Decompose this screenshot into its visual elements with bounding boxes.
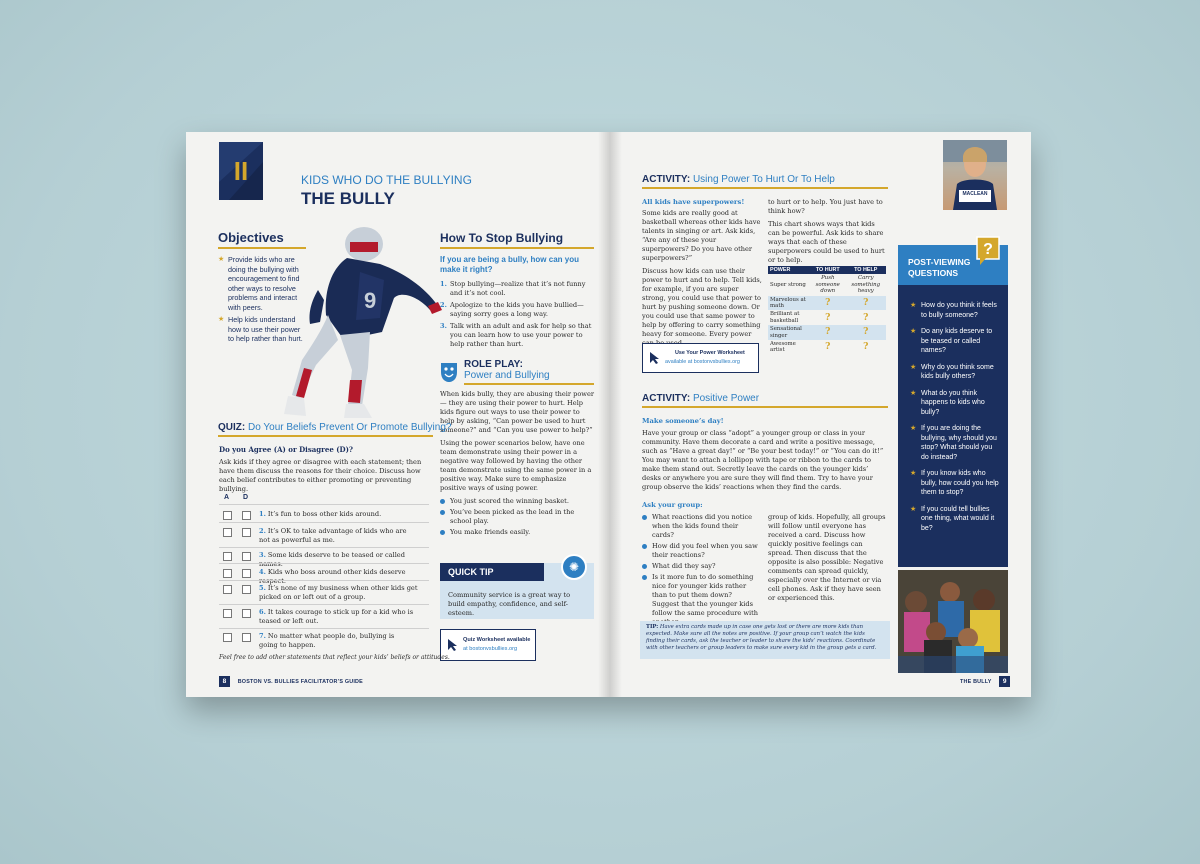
roleplay-subheading: Power and Bullying (464, 370, 550, 381)
postviewing-question: ★ Why do you think some kids bully others? (910, 363, 1000, 382)
ask-item: How did you feel when you saw their reactions? (642, 542, 760, 560)
athlete-photo (943, 140, 1007, 210)
objective-item: ★ Provide kids who are doing the bullying with encouragement to find other ways to resolve problems and interact with peers. (218, 255, 306, 312)
tip-text: Have extra cards made up in case one gets lost or there are more kids than expected. Make sure all the notes are positive. If your group can’t watch the kids finding their cards, ask the teacher or leader to share the kids’ reactions. Coordinate with other teachers or group leaders to make sure every kid in the group gets a card. (646, 624, 877, 651)
worksheet-line1: Use Your Power Worksheet (675, 350, 745, 356)
stop-step-1: 1. Stop bullying—realize that it’s not funny and it’s not cool. (440, 280, 586, 297)
booklet-spread (186, 132, 1031, 697)
worksheet-line2: at bostonvsbullies.org (463, 646, 518, 652)
postviewing-question: ★ If you are doing the bullying, why should you stop? What should you do instead? (910, 424, 1000, 462)
activity-paragraph: This chart shows ways that kids can be powerful. Ask kids to share ways that each of these superpowers could be used to hurt or to help. (768, 220, 885, 264)
agree-checkbox[interactable] (223, 552, 232, 561)
quick-tip-box (440, 560, 594, 619)
disagree-checkbox[interactable] (242, 609, 251, 618)
postviewing-question: ★ What do you think happens to kids who bully? (910, 389, 1000, 418)
activity-heading: Positive Power (692, 393, 760, 404)
quiz-heading: Do Your Beliefs Prevent Or Promote Bullying? (248, 422, 452, 433)
tip-label: TIP: (646, 624, 659, 630)
quiz-subheading: Do you Agree (A) or Disagree (D)? (219, 445, 354, 454)
quiz-statement: It’s OK to take advantage of kids who are not as powerful as me. (259, 527, 407, 544)
table-row: Awesome artist ? ? (770, 341, 869, 354)
disagree-checkbox[interactable] (242, 569, 251, 578)
power-table (768, 266, 886, 355)
activity-heading: Using Power To Hurt Or To Help (692, 174, 835, 185)
stop-step-3: 3. Talk with an adult and ask for help so that you can learn how to use your power to help rather than hurt. (440, 322, 592, 348)
page-number: 9 (999, 676, 1010, 687)
activity-prefix: ACTIVITY: (642, 174, 691, 185)
table-header: TO HURT (810, 266, 845, 274)
quiz-intro: Ask kids if they agree or disagree with each statement; then have them discuss the reasons for their choice. Discuss how each belief contributes to either promoting or preventing bullying. (219, 458, 422, 493)
quiz-worksheet-link[interactable] (440, 629, 536, 661)
table-row: Sensational singer ? ? (768, 325, 886, 340)
postviewing-panel (898, 285, 1008, 567)
svg-text:?: ? (983, 241, 993, 258)
activity-paragraph: to hurt or to help. You just have to think how? (768, 198, 883, 215)
folio-text: THE BULLY (960, 679, 992, 685)
roleplay-heading: ROLE PLAY: (464, 359, 523, 370)
stop-bullying-heading: How To Stop Bullying (440, 231, 594, 249)
disagree-checkbox[interactable] (242, 552, 251, 561)
column-agree: A (224, 494, 230, 501)
kicker: KIDS WHO DO THE BULLYING (301, 173, 472, 187)
roleplay-paragraph: When kids bully, they are abusing their power — they are using their power to hurt. Help kids figure out ways to use their power to help by asking, “Can power be used to hurt someone?” and “Can you use power to help?” (440, 390, 594, 434)
kids-group-illustration-icon (898, 570, 1008, 673)
ask-item: What did they say? (642, 562, 760, 571)
theater-mask-icon (440, 361, 458, 383)
divider (219, 504, 429, 505)
stop-bullying-question: If you are being a bully, how can you make it right? (440, 255, 579, 274)
athlete-bib: MACLEAN (962, 191, 988, 197)
scenario-item: You make friends easily. (440, 528, 594, 537)
disagree-checkbox[interactable] (242, 511, 251, 520)
agree-checkbox[interactable] (223, 633, 232, 642)
scenario-item: You just scored the winning basket. (440, 497, 594, 506)
athlete-illustration-icon (943, 140, 1007, 210)
page-number: 8 (219, 676, 230, 687)
quiz-statement: Some kids deserve to be teased or called names. (259, 551, 405, 568)
activity-paragraph: Have your group or class “adopt” a younger group or class in your community. Have them decorate a card and write a positive message, such as “Have a great day!” or “Be your best today!” or “You can do it!” You may want to attach a lollipop with tape or ribbon to the cards to make them stand out. Secretly leave the cards on the younger kids’ desks or anywhere you are sure they will find them. Try to have your group observe the kids’ reactions when they find the cards. (642, 429, 884, 491)
roleplay-paragraph: Using the power scenarios below, have one team demonstrate using their power in a negative way followed by having the other team demonstrate using the same power in a positive way. Make sure to emphasize positive ways of using power. (440, 439, 592, 492)
ask-item: What reactions did you notice when the kids found their cards? (642, 513, 760, 540)
ask-group-label: Ask your group: (642, 501, 703, 509)
left-folio (219, 676, 363, 687)
quiz-statement: It’s fun to boss other kids around. (267, 510, 382, 518)
quiz-prefix: QUIZ: (218, 422, 246, 433)
svg-text:9: 9 (364, 288, 377, 313)
postviewing-header (898, 241, 1008, 285)
right-folio (960, 676, 1010, 687)
postviewing-question: ★ If you could tell bullies one thing, what would it be? (910, 505, 1000, 534)
quick-tip-text: Community service is a great way to build empathy, confidence, and self-esteem. (448, 591, 571, 617)
quick-tip-heading: QUICK TIP (440, 563, 544, 581)
agree-checkbox[interactable] (223, 528, 232, 537)
quiz-footer: Feel free to add other statements that reflect your kids’ beliefs or attitudes. (219, 654, 450, 661)
badge-number: II (233, 156, 249, 186)
ask-item: Is it more fun to do something nice for younger kids rather than to put them down? Suggest that the younger kids follow the same procedure with (642, 573, 760, 627)
worksheet-line2: available at bostonvsbullies.org (665, 359, 740, 365)
postviewing-question: ★ How do you think it feels to bully someone? (910, 301, 1000, 320)
left-page: II KIDS WHO DO THE BULLYING THE BULLY Objectives ★ Provide kids who are doing the bullying with encouragement to find other ways to resolve problems and interact with peers. ★ Help kids understand how to use their power to help rather than hurt. 9 How To Stop Bullying If you are being a bully, how can you make it right? 1. Stop bullying—realize that it’s not funny and it’s not cool. 2. Apologize to the kids you have bullied—saying sorry goes a long way. 3. Talk with an adult and ask for help so that you can learn how to use your power to help rather than hurt. ROLE PLAY: Power and Bullying When kids bully, they are abusing their power — they are using their power to hurt. Help kids figure out ways to use their power to help by asking, “Can power be used to hurt someone?” and “Can you use power to help?” Using the power scenarios below, have one team demonstrate using their power in a negative way followed by having the other team demonstrate using the same power in a positive way. Make sure to emphasize positive ways of using power. You just scored the winning basket. You’ve been picked as the lead in the school play. You make friends easily. QUICK TIP ✺ Community service is a great way to build empathy, confidence, and self-esteem. Quiz Worksheet available at bostonvsbullies.org QUIZ: Do Your Beliefs Prevent Or Promote Bullying? Do you Agree (A) or Disagree (D)? Ask kids if they agree or disagree with each statement; then have them discuss the reasons for their choice. Discuss how each belief contributes to either promoting or preventing bullying. A D 1. It’s fun to boss other kids around. 2. It’s OK to take advantage of kids who are not as powerful as me. 3. Some kids deserve to be teased or called names. 4. Kids who boss around other kids deserve respect. 5. It’s none of my business when other kids get picked on or left out of a group. 6. It takes courage to stick up for a kid who is teased or left out. 7. No matter what people do, bullying is going to happen. Feel free to add other statements that reflect your kids’ beliefs or attitudes. 8 BOSTON VS. BULLIES FACILITATOR’S GUIDE (186, 132, 610, 697)
postviewing-question: ★ Do any kids deserve to be teased or called names? (910, 327, 1000, 356)
table-row: Super strong Push someone down Carry something heavy (770, 275, 881, 295)
postviewing-heading: POST-VIEWING (908, 257, 971, 267)
agree-checkbox[interactable] (223, 511, 232, 520)
column-disagree: D (243, 494, 249, 501)
quiz-statement: It takes courage to stick up for a kid who is teased or left out. (259, 608, 414, 625)
table-header: TO HELP (845, 266, 886, 274)
postviewing-heading-2: QUESTIONS (908, 268, 959, 278)
section-badge (219, 142, 263, 200)
football-player-image (252, 220, 452, 425)
activity-paragraph: group of kids. Hopefully, all groups will follow until everyone has received a card. Discuss how quickly positive feelings can spread. Then discuss that the opposite is also possible: Negative comments can spread quickly, especially over the Internet or via cell phones. Ask if they have seen or experienced this. (768, 513, 886, 602)
activity-paragraph: Discuss how kids can use their power to hurt and to help. Tell kids, for example, if you are super strong, you could use that power to hurt by pushing someone down. Or you could use that same power to help by offering to carry something heavy for someone. Every power (642, 267, 762, 338)
disagree-checkbox[interactable] (242, 633, 251, 642)
quiz-statement: It’s none of my business when other kids get picked on or left out of a group. (259, 584, 418, 601)
agree-checkbox[interactable] (223, 585, 232, 594)
agree-checkbox[interactable] (223, 569, 232, 578)
objectives-heading: Objectives (218, 230, 306, 249)
disagree-checkbox[interactable] (242, 528, 251, 537)
disagree-checkbox[interactable] (242, 585, 251, 594)
power-worksheet-link[interactable] (642, 343, 759, 373)
cursor-icon (649, 351, 661, 365)
stop-step-2: 2. Apologize to the kids you have bullied—saying sorry goes a long way. (440, 301, 584, 318)
activity-prefix: ACTIVITY: (642, 393, 691, 404)
quiz-statement: No matter what people do, bullying is going to happen. (259, 632, 395, 649)
objective-item: ★ Help kids understand how to use their power to help rather than hurt. (218, 315, 306, 344)
table-header: POWER (768, 266, 810, 274)
right-page (610, 132, 1031, 697)
quiz-statement: Kids who boss around other kids deserve respect. (259, 568, 406, 585)
postviewing-question: ★ If you know kids who bully, how could you help them to stop? (910, 469, 1000, 498)
cursor-icon (447, 638, 459, 652)
table-row: Brilliant at basketball ? ? (770, 311, 869, 324)
group-photo (898, 570, 1008, 673)
activity-subheading: Make someone’s day! (642, 417, 724, 425)
worksheet-line1: Quiz Worksheet available (463, 637, 531, 643)
question-bubble-icon (976, 236, 1000, 266)
scenario-item: You’ve been picked as the lead in the school play. (440, 508, 594, 526)
page-title: THE BULLY (301, 189, 395, 208)
table-row: Marvelous at math ? ? (768, 296, 886, 311)
activity-subheading: All kids have superpowers! (642, 198, 745, 206)
activity-paragraph: Some kids are really good at basketball whereas other kids have talents in singing or art. Ask kids, “Are any of these your superpowers? Do you have other superpowers?” (642, 209, 761, 262)
tip-box (640, 621, 890, 659)
lightbulb-icon: ✺ (561, 554, 587, 580)
agree-checkbox[interactable] (223, 609, 232, 618)
folio-text: BOSTON VS. BULLIES FACILITATOR’S GUIDE (237, 679, 363, 685)
